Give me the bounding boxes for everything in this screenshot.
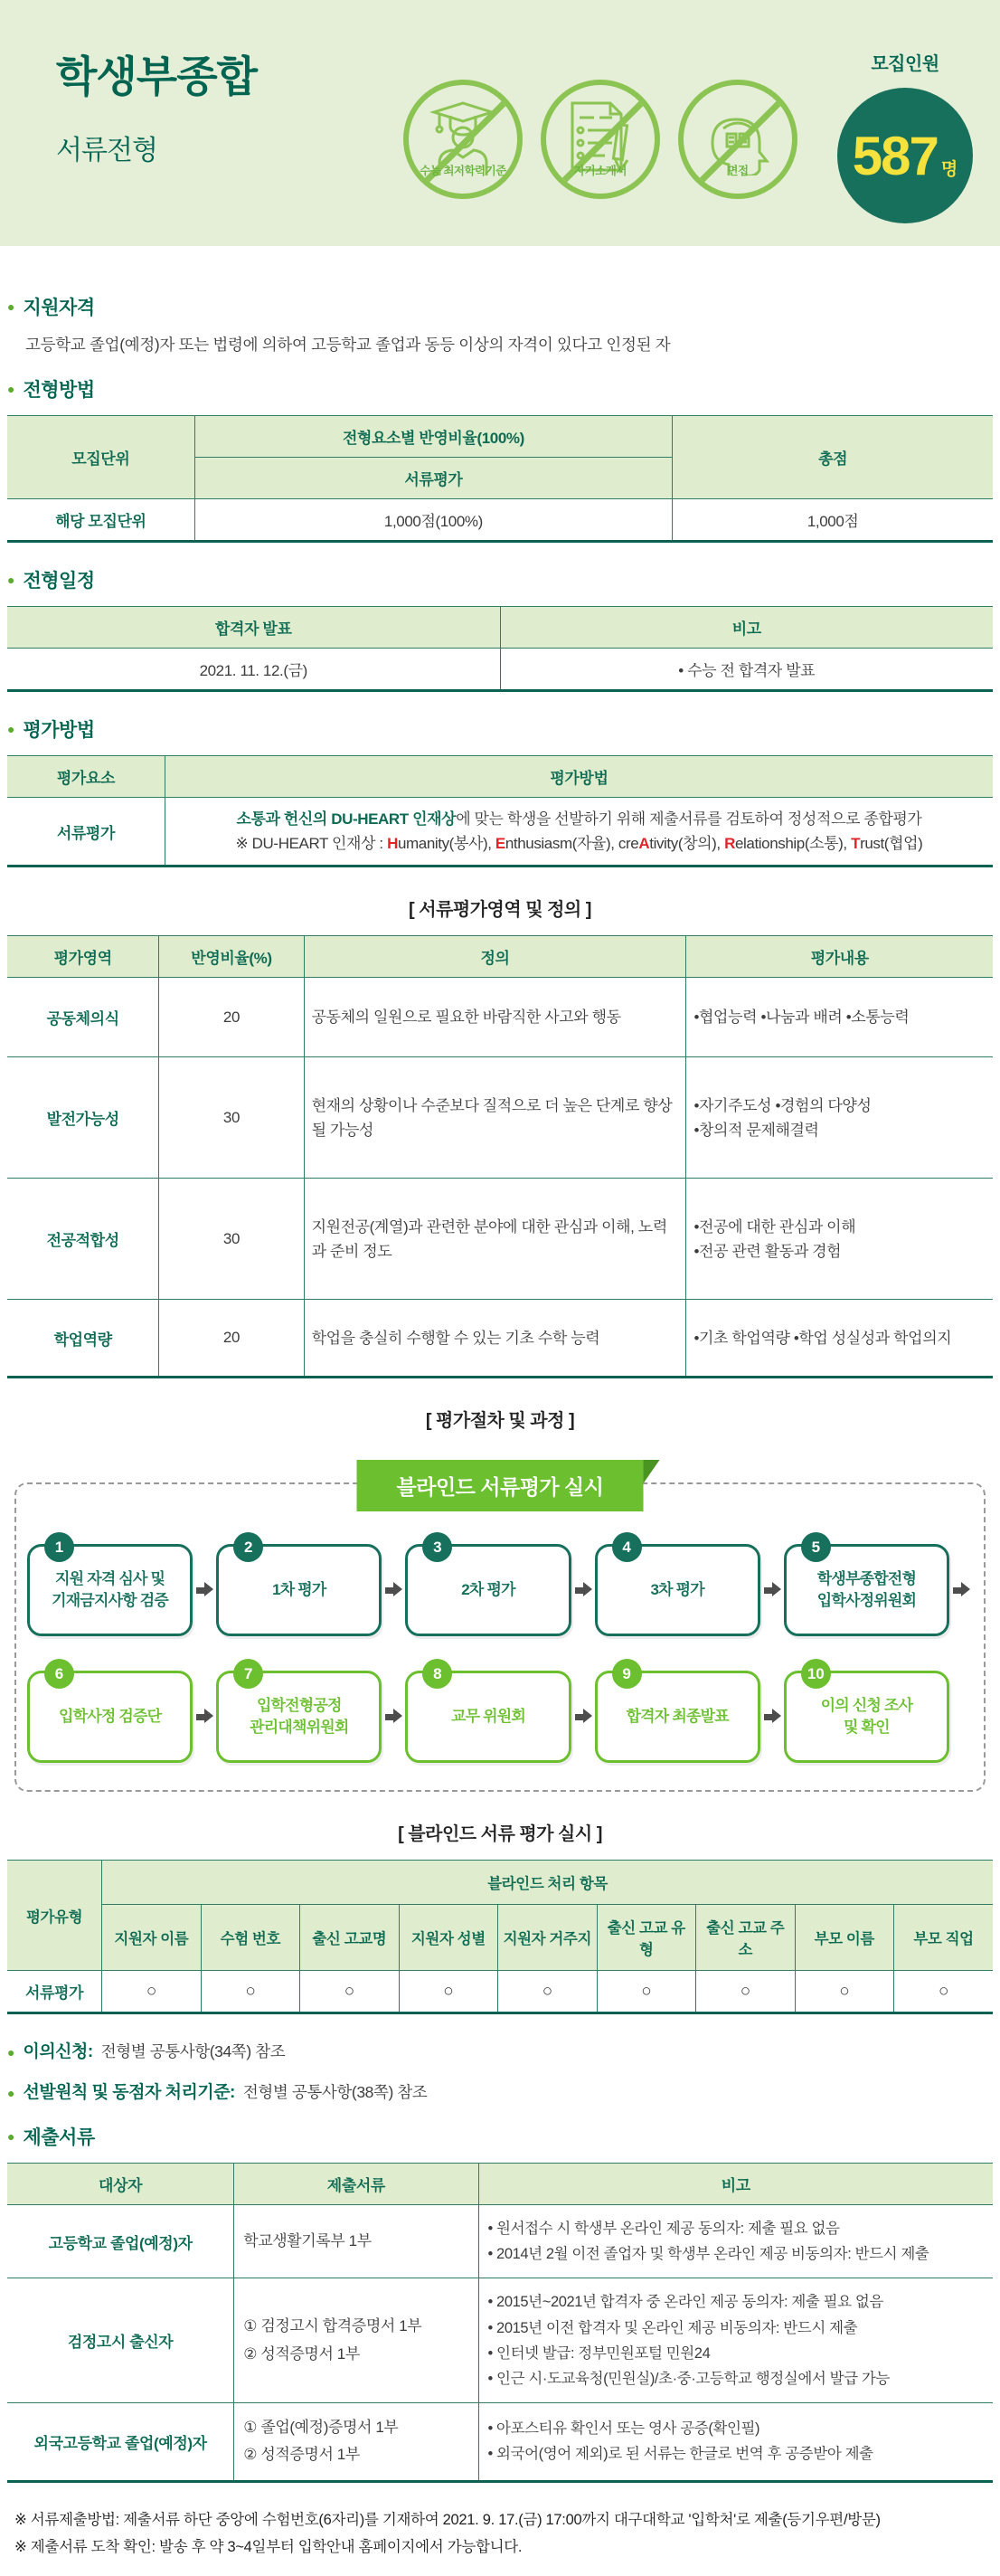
area-definition: 현재의 상황이나 수준보다 질적으로 더 높은 단계로 향상될 가능성 [304,1057,686,1179]
col-header: 부모 이름 [795,1905,893,1971]
col-subheader: 서류평가 [194,458,673,499]
doc-notes [478,2205,993,2278]
step-number: 1 [44,1532,74,1562]
bullet-icon: ● [7,573,15,587]
step-number: 4 [612,1532,642,1562]
area-content [686,1057,993,1179]
circle-mark: ○ [102,1971,201,2013]
content-line: •기초 학업역량 •학업 성실성과 학업의지 [693,1329,952,1347]
section-title: 지원자격 [23,298,95,318]
circle-mark: ○ [696,1971,795,2013]
doc-item: 학교생활기록부 1부 [243,2232,372,2250]
excluded-item-label: 면접 [727,165,749,177]
col-header: 합격자 발표 [7,607,500,649]
no-personal-statement-badge [541,80,660,199]
area-definition: 공동체의 일원으로 필요한 바람직한 사고와 행동 [304,978,686,1057]
excluded-items-group [403,80,797,199]
page-title: 학생부종합 [56,52,258,100]
du-letter: E [495,835,505,853]
qualification-text: 고등학교 졸업(예정)자 또는 법령에 의하여 고등학교 졸업과 동등 이상의 자격이 있다고 인정된 자 [25,336,671,354]
process-title: [ 평가절차 및 과정 ] [425,1411,575,1432]
header-titles [56,43,257,167]
bullet-icon: ● [7,299,15,314]
bullet-icon: ● [7,2129,15,2145]
table-row [7,1300,993,1378]
no-interview-badge [678,80,797,199]
du-note: elationship(소통), [734,835,852,853]
table-cell: 서류평가 [7,798,165,867]
col-header: 평가유형 [7,1861,102,1971]
blind-items-table [7,1860,993,2014]
page-subtitle: 서류전형 [56,136,157,166]
circle-mark: ○ [300,1971,399,2013]
section-title: 평가방법 [23,720,95,741]
submission-documents-table [7,2163,993,2482]
arrow-right-icon [382,1706,405,1728]
table-cell: 1,000점(100%) [194,499,673,542]
step-label: 입학전형공정 [256,1696,342,1714]
areas-table-title: [ 서류평가영역 및 정의 ] [409,900,591,921]
section-title: 제출서류 [23,2127,95,2149]
step-label: 관리대책위원회 [250,1719,349,1737]
step-label: 교무 위원회 [450,1708,526,1726]
area-ratio: 30 [159,1057,304,1179]
quota-label: 모집인원 [871,54,939,74]
evaluation-areas-table [7,935,993,1378]
step-label: 3차 평가 [650,1581,704,1599]
bullet-icon: ● [7,382,15,396]
process-step-10 [784,1664,949,1763]
doc-notes [478,2402,993,2481]
doc-note: • 원서접수 시 학생부 온라인 제공 동의자: 제출 필요 없음 [487,2221,840,2238]
content-line: •자기주도성 •경험의 다양성 [693,1096,872,1114]
area-content [686,1300,993,1378]
doc-target: 고등학교 졸업(예정)자 [7,2205,234,2278]
col-header: 평가방법 [165,756,993,798]
doc-items [234,2402,478,2481]
process-step-2 [216,1538,382,1636]
content-line: •창의적 문제해결력 [693,1121,819,1139]
area-definition: 지원전공(계열)과 관련한 분야에 대한 관심과 이해, 노력과 준비 정도 [304,1179,686,1300]
table-row [7,2205,993,2278]
note-text: 전형별 공통사항(38쪽) 참조 [242,2083,428,2102]
section-title: 전형방법 [23,380,95,401]
du-note: umanity(봉사), [397,835,495,853]
method-table [7,415,993,543]
col-header: 지원자 이름 [102,1905,201,1971]
doc-note: • 2015년~2021년 합격자 중 온라인 제공 동의자: 제출 필요 없음 [487,2294,883,2311]
bullet-icon: ● [7,2086,15,2101]
table-cell: 2021. 11. 12.(금) [7,649,500,691]
col-header: 대상자 [7,2164,234,2205]
col-header: 제출서류 [234,2164,478,2205]
process-step-8 [405,1664,571,1763]
col-header: 지원자 거주지 [498,1905,597,1971]
du-letter: H [387,835,398,853]
schedule-table [7,606,993,692]
area-name: 발전가능성 [7,1057,159,1179]
process-step-7 [216,1664,382,1763]
doc-note: • 인터넷 발급: 정부민원포털 민원24 [487,2344,711,2362]
arrow-right-icon [571,1579,595,1601]
page-content [0,246,1000,2576]
doc-notes [478,2278,993,2402]
du-note: nthusiasm(자율), cre [505,835,639,853]
doc-target: 외국고등학교 졸업(예정)자 [7,2402,234,2481]
doc-item: ② 성적증명서 1부 [243,2344,360,2363]
eval-method-text: 에 맞는 학생을 선발하기 위해 제출서류를 검토하여 정성적으로 종합평가 [456,810,922,828]
table-row [7,2402,993,2481]
circle-mark: ○ [201,1971,299,2013]
quota-badge [837,88,973,223]
col-header: 출신 고교 주소 [696,1905,795,1971]
doc-note: • 아포스티유 확인서 또는 영사 공증(확인필) [487,2420,760,2438]
process-row-2 [27,1664,973,1763]
table-cell [165,798,993,867]
content-line: •전공에 대한 관심과 이해 [693,1217,856,1236]
area-ratio: 20 [159,1300,304,1378]
col-header: 평가내용 [686,936,993,978]
step-label: 지원 자격 심사 및 [55,1569,165,1587]
du-heart-phrase: 소통과 헌신의 DU-HEART 인재상 [236,810,457,828]
process-step-5 [784,1538,949,1636]
step-number: 5 [801,1532,831,1562]
footnote-line: ※ 제출서류 도착 확인: 발송 후 약 3~4일부터 입학안내 홈페이지에서 가능합니다. [14,2539,523,2556]
circle-mark: ○ [399,1971,497,2013]
area-content [686,978,993,1057]
process-step-9 [595,1664,760,1763]
col-header: 비고 [478,2164,993,2205]
du-note: ※ DU-HEART 인재상 : [235,835,388,853]
doc-note: • 2015년 이전 합격자 및 온라인 제공 비동의자: 반드시 제출 [487,2319,858,2336]
row-label: 서류평가 [7,1971,102,2013]
doc-note: • 인근 시·도교육청(민원실)/초·중·고등학교 행정실에서 발급 가능 [487,2370,890,2387]
arrow-right-icon [193,1579,216,1601]
section-schedule-heading [7,566,993,593]
process-step-1 [27,1538,193,1636]
col-header: 평가요소 [7,756,165,798]
note-text: 전형별 공통사항(34쪽) 참조 [100,2042,286,2061]
excluded-item-label: 자기소개서 [574,165,627,177]
col-header: 정의 [304,936,686,978]
circle-mark: ○ [498,1971,597,2013]
circle-mark: ○ [597,1971,695,2013]
du-letter: T [851,835,861,853]
blind-evaluation-banner: 블라인드 서류평가 실시 [357,1460,644,1511]
blind-table-title: [ 블라인드 서류 평가 실시 ] [398,1824,602,1845]
step-label: 합격자 최종발표 [626,1708,729,1726]
doc-item: ② 성적증명서 1부 [243,2446,360,2464]
doc-items [234,2278,478,2402]
objection-note [7,2038,993,2062]
col-header: 반영비율(%) [159,936,304,978]
du-letter: R [724,835,735,853]
arrow-right-icon [193,1706,216,1728]
quota-unit: 명 [940,159,958,179]
step-label: 기재금지사항 검증 [52,1592,169,1610]
process-step-4 [595,1538,760,1636]
table-row [7,1179,993,1300]
excluded-item-label: 수능 최저학력기준 [420,165,506,177]
table-row [7,2278,993,2402]
step-number: 3 [422,1532,452,1562]
col-header: 출신 고교명 [300,1905,399,1971]
doc-items [234,2205,478,2278]
col-header: 평가영역 [7,936,159,978]
footnote-line: ※ 서류제출방법: 제출서류 하단 중앙에 수험번호(6자리)를 기재하여 2021. 9. 17.(금) 17:00까지 대구대학교 '입학처'로 제출(등기우편/방문) [14,2511,881,2528]
col-header: 출신 고교 유형 [597,1905,695,1971]
no-csat-minimum-badge [403,80,523,199]
table-cell: • 수능 전 합격자 발표 [500,649,993,691]
evaluation-table [7,755,993,867]
doc-item: ① 졸업(예정)증명서 1부 [243,2418,399,2436]
step-number: 7 [233,1659,263,1689]
group-header: 블라인드 처리 항목 [102,1861,993,1905]
selection-principle-note [7,2079,993,2103]
section-method-heading [7,375,993,402]
process-step-6 [27,1664,193,1763]
content-line: •협업능력 •나눔과 배려 •소통능력 [693,1009,910,1027]
step-number: 8 [422,1659,452,1689]
step-number: 10 [801,1659,831,1689]
area-name: 공동체의식 [7,978,159,1057]
section-qualification-heading [7,293,993,320]
table-row [7,1971,993,2013]
content-line: •전공 관련 활동과 경험 [693,1242,842,1260]
table-cell: 1,000점 [673,499,993,542]
bullet-icon: ● [7,722,15,736]
du-letter: A [638,835,650,853]
circle-mark: ○ [894,1971,994,2013]
step-label: 입학사정위원회 [816,1592,917,1610]
admission-quota [830,49,980,223]
table-cell: 해당 모집단위 [7,499,194,542]
arrow-right-icon [949,1579,973,1601]
process-step-3 [405,1538,571,1636]
arrow-right-icon [760,1579,784,1601]
section-title: 전형일정 [23,571,95,592]
du-note: rust(협업) [860,835,923,853]
area-name: 학업역량 [7,1300,159,1378]
step-label: 1차 평가 [272,1581,326,1599]
quota-number: 587 [852,125,938,186]
process-flow-container [14,1475,986,1792]
step-label: 학생부종합전형 [816,1569,917,1587]
du-note: tivity(창의), [649,835,725,853]
doc-note: • 2014년 2월 이전 졸업자 및 학생부 온라인 제공 비동의자: 반드시 제출 [487,2246,929,2263]
circle-mark: ○ [795,1971,893,2013]
area-ratio: 30 [159,1179,304,1300]
step-number: 2 [233,1532,263,1562]
table-row [7,1057,993,1179]
step-label: 및 확인 [844,1719,890,1737]
arrow-right-icon [760,1706,784,1728]
area-name: 전공적합성 [7,1179,159,1300]
arrow-right-icon [382,1579,405,1601]
section-documents-heading [7,2123,993,2150]
area-ratio: 20 [159,978,304,1057]
bullet-icon: ● [7,2045,15,2060]
step-label: 이의 신청 조사 [820,1696,913,1714]
table-row [7,978,993,1057]
col-header: 총점 [673,416,993,499]
doc-target: 검정고시 출신자 [7,2278,234,2402]
col-header: 부모 직업 [894,1905,994,1971]
section-evaluation-heading [7,715,993,743]
note-heading: 선발원칙 및 동점자 처리기준: [23,2083,235,2103]
note-heading: 이의신청: [23,2042,93,2062]
process-row-1 [27,1538,973,1636]
col-header: 모집단위 [7,416,194,499]
area-definition: 학업을 충실히 수행할 수 있는 기초 수학 능력 [304,1300,686,1378]
area-content [686,1179,993,1300]
col-header: 지원자 성별 [399,1905,497,1971]
doc-item: ① 검정고시 합격증명서 1부 [243,2316,422,2334]
step-label: 2차 평가 [461,1581,515,1599]
step-number: 9 [612,1659,642,1689]
page-header [0,0,1000,246]
col-header: 전형요소별 반영비율(100%) [194,416,673,458]
footnotes [14,2506,986,2562]
col-header: 비고 [500,607,993,649]
step-label: 입학사정 검증단 [58,1708,162,1726]
step-number: 6 [44,1659,74,1689]
col-header: 수험 번호 [201,1905,299,1971]
arrow-right-icon [571,1706,595,1728]
doc-note: • 외국어(영어 제외)로 된 서류는 한글로 번역 후 공증받아 제출 [487,2446,873,2463]
